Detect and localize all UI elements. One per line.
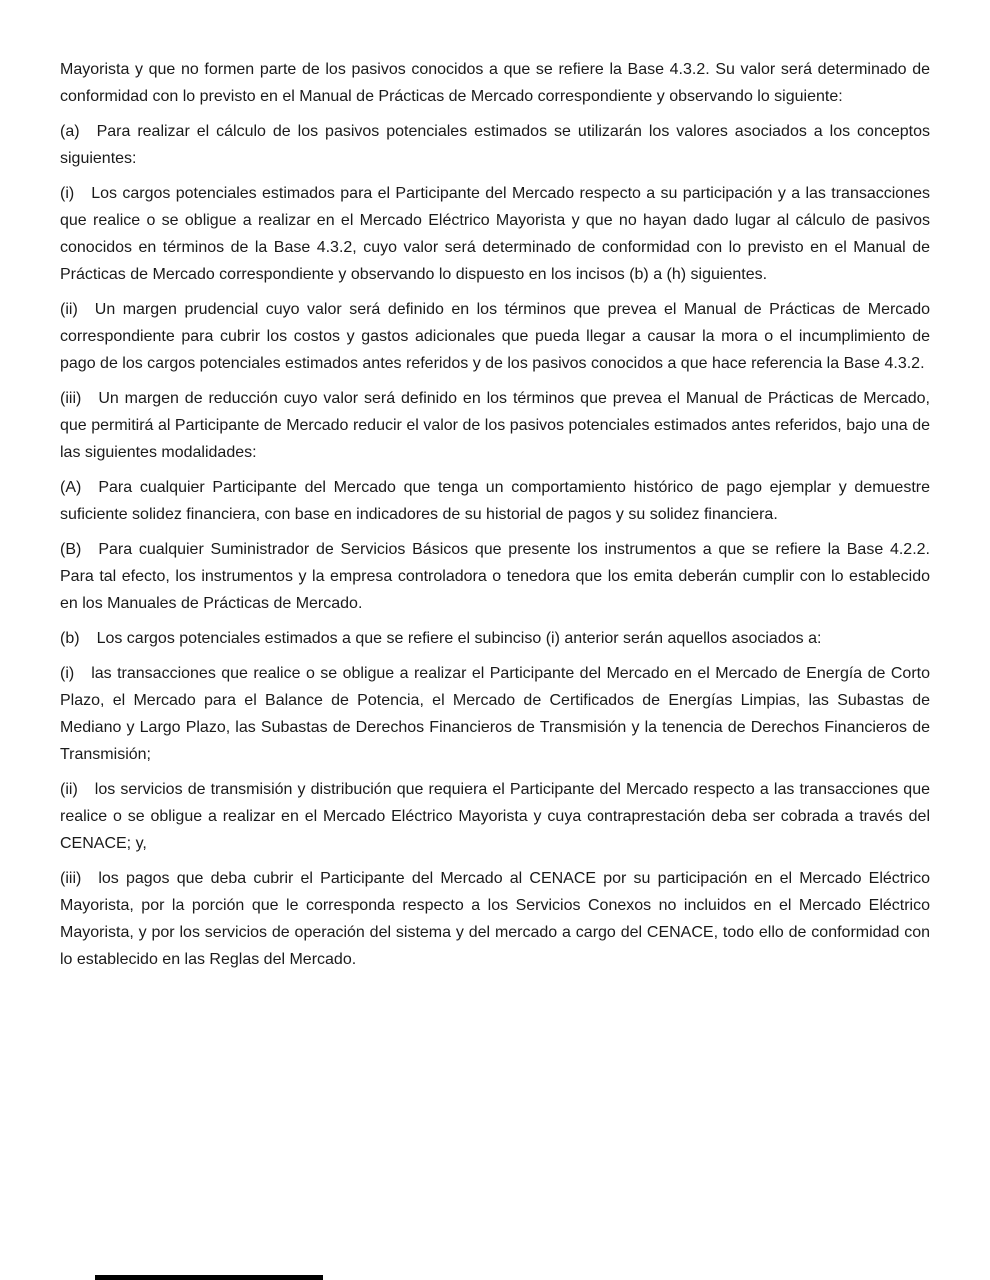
paragraph <box>60 660 930 768</box>
cutoff-text-fragment <box>95 1275 323 1280</box>
paragraph-text: Para realizar el cálculo de los pasivos potenciales estimados se utilizarán los valores asociados a los conceptos siguientes: <box>60 123 930 167</box>
document-body <box>60 56 930 981</box>
paragraph <box>60 776 930 857</box>
paragraph <box>60 474 930 528</box>
paragraph <box>60 56 930 110</box>
paragraph-text: los pagos que deba cubrir el Participante del Mercado al CENACE por su participación en el Mercado Eléctrico Mayorista, por la porción que le corresponda respecto a los Servicios Conexos no incluidos en el Mercado Eléctrico Mayorista, y por los servicios de operación del sistema y del mercado a cargo del CENACE, todo ello de conformidad con lo establecido en las Reglas del Mercado. <box>60 870 930 968</box>
paragraph-label: (iii) <box>60 390 82 407</box>
paragraph-text: Los cargos potenciales estimados para el Participante del Mercado respecto a su participación y a las transacciones que realice o se obligue a realizar en el Mercado Eléctrico Mayorista y que no hayan dado lugar al cálculo de pasivos conocidos en términos de la Base 4.3.2, cuyo valor será determinado de conformidad con lo previsto en el Manual de Prácticas de Mercado correspondiente y observando lo dispuesto en los incisos (b) a (h) siguientes. <box>60 185 930 283</box>
paragraph-text: Un margen de reducción cuyo valor será definido en los términos que prevea el Manual de Prácticas de Mercado, que permitirá al Participante de Mercado reducir el valor de los pasivos potenciales estimados antes referidos, bajo una de las siguientes modalidades: <box>60 390 930 461</box>
paragraph <box>60 865 930 973</box>
paragraph <box>60 385 930 466</box>
paragraph <box>60 180 930 288</box>
paragraph-label: (i) <box>60 185 75 202</box>
paragraph-label: (i) <box>60 665 75 682</box>
paragraph-label: (a) <box>60 123 80 140</box>
paragraph-text: Un margen prudencial cuyo valor será definido en los términos que prevea el Manual de Prácticas de Mercado correspondiente para cubrir los costos y gastos adicionales que pueda llegar a causar la mora o el incumplimiento de pago de los cargos potenciales estimados antes referidos y de los pasivos conocidos a que hace referencia la Base 4.3.2. <box>60 301 930 372</box>
paragraph-label: (ii) <box>60 301 78 318</box>
paragraph-label: (b) <box>60 630 80 647</box>
paragraph <box>60 536 930 617</box>
paragraph-text: Para cualquier Participante del Mercado que tenga un comportamiento histórico de pago ejemplar y demuestre suficiente solidez financiera, con base en indicadores de su historial de pagos y su solidez financiera. <box>60 479 930 523</box>
paragraph <box>60 118 930 172</box>
paragraph-text: Los cargos potenciales estimados a que se refiere el subinciso (i) anterior serán aquellos asociados a: <box>96 630 822 647</box>
paragraph-label: (B) <box>60 541 82 558</box>
paragraph-label: (A) <box>60 479 82 496</box>
paragraph-text: las transacciones que realice o se obligue a realizar el Participante del Mercado en el Mercado de Energía de Corto Plazo, el Mercado para el Balance de Potencia, el Mercado de Certificados de Energías Limpias, las Subastas de Mediano y Largo Plazo, las Subastas de Derechos Financieros de Transmisión y la tenencia de Derechos Financieros de Transmisión; <box>60 665 930 763</box>
paragraph-label: (ii) <box>60 781 78 798</box>
paragraph-label: (iii) <box>60 870 82 887</box>
paragraph-text: Mayorista y que no formen parte de los pasivos conocidos a que se refiere la Base 4.3.2. Su valor será determinado de conformidad con lo previsto en el Manual de Prácticas de Mercado correspondiente y observando lo siguiente: <box>60 61 930 105</box>
paragraph <box>60 296 930 377</box>
paragraph <box>60 625 930 652</box>
paragraph-text: Para cualquier Suministrador de Servicios Básicos que presente los instrumentos a que se refiere la Base 4.2.2. Para tal efecto, los instrumentos y la empresa controladora o tenedora que los emita deberán cumplir con lo establecido en los Manuales de Prácticas de Mercado. <box>60 541 930 612</box>
paragraph-text: los servicios de transmisión y distribución que requiera el Participante del Mercado respecto a las transacciones que realice o se obligue a realizar en el Mercado Eléctrico Mayorista y cuya contraprestación deba ser cobrada a través del CENACE; y, <box>60 781 930 852</box>
